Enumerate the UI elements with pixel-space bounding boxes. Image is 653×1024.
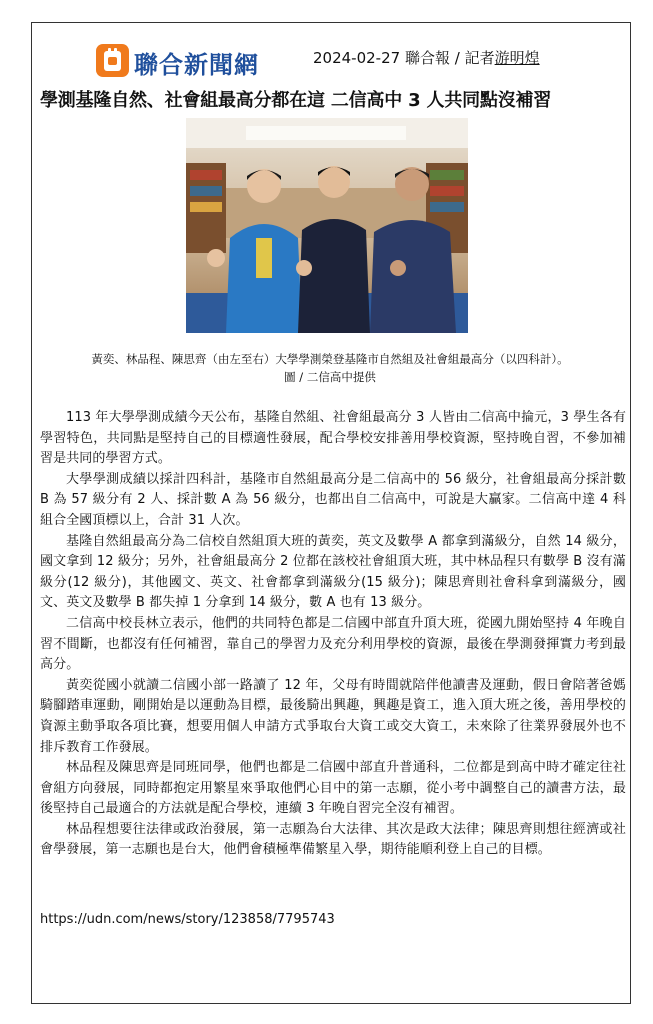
paragraph: 林品程想要往法律或政治發展，第一志願為台大法律、其次是政大法律；陳思齊則想往經濟或社會學發展，第一志願也是台大，他們會積極準備繁星入學，期待能順利登上自己的目標。: [40, 821, 626, 858]
header: [96, 44, 616, 80]
paragraph: 二信高中校長林立表示，他們的共同特色都是二信國中部直升頂大班，從國九開始堅持 4 年晚自習不間斷，也都沒有任何補習，靠自己的學習力及充分利用學校的資源，最後在學測發揮實力考到最高分。: [40, 615, 626, 673]
caption-text: 黃奕、林品程、陳思齊（由左至右）大學學測榮登基隆市自然組及社會組最高分（以四科計）。: [91, 352, 569, 366]
article-url[interactable]: https://udn.com/news/story/123858/7795743: [40, 912, 335, 927]
publish-date: 2024-02-27: [313, 49, 401, 67]
paragraph: 基隆自然組最高分為二信校自然組頂大班的黃奕，英文及數學 A 都拿到滿級分，自然 14 級分，國文拿到 12 級分；另外，社會組最高分 2 位都在該校社會組頂大班，其中林品程只有數學 B 沒有滿級分(12 級分)，其他國文、英文、社會都拿到滿級分(15 級分)；陳思齊則社會科拿到滿級分，國文、英文及數學 B 都失掉 1 分拿到 14 級分，數 A 也有 13 級分。: [40, 533, 626, 611]
reporter-name: 游明煌: [494, 49, 540, 67]
article-photo: [186, 118, 468, 333]
paragraph: 黃奕從國小就讀二信國小部一路讀了 12 年，父母有時間就陪伴他讀書及運動，假日會陪著爸媽騎腳踏車運動，剛開始是以運動為目標，最後騎出興趣，興趣是資工，進入頂大班之後，善用學校的資源主動爭取各項比賽，想要用個人申請方式爭取台大資工或交大資工，未來除了往業界發展外也不排斥教育工作發展。: [40, 677, 626, 755]
site-logo-text: 聯合新聞網: [134, 51, 259, 79]
source-name: 聯合報 /: [404, 49, 460, 67]
udn-logo-icon: [96, 44, 129, 77]
reporter-prefix: 記者: [464, 49, 495, 67]
paragraph: 113 年大學學測成績今天公布，基隆自然組、社會組最高分 3 人皆由二信高中掄元，3 學生各有學習特色，共同點是堅持自己的目標適性發展，配合學校安排善用學校資源，堅持晚自習，不參加補習是共同的學習方式。: [40, 410, 626, 467]
paragraph: 林品程及陳思齊是同班同學，他們也都是二信國中部直升普通科，二位都是到高中時才確定往社會組方向發展，同時都抱定用繁星來爭取他們心目中的第一志願，從小考中調整自己的讀書方法，最後堅持自己最適合的方法就是配合學校，連續 3 年晚自習完全沒有補習。: [40, 760, 626, 817]
caption-credit: 圖 / 二信高中提供: [284, 370, 376, 384]
byline: [313, 47, 540, 68]
article-body: [40, 408, 626, 861]
paragraph: 大學學測成績以採計四科計，基隆市自然組最高分是二信高中的 56 級分，社會組最高分採計數 B 為 57 級分有 2 人、採計數 A 為 56 級分，也都出自二信高中，可說是大贏家。二信高中達 4 科組合全國頂標以上，合計 31 人次。: [40, 471, 626, 528]
photo-caption: [40, 350, 620, 386]
headline: 學測基隆自然、社會組最高分都在這 二信高中 3 人共同點沒補習: [40, 90, 552, 111]
